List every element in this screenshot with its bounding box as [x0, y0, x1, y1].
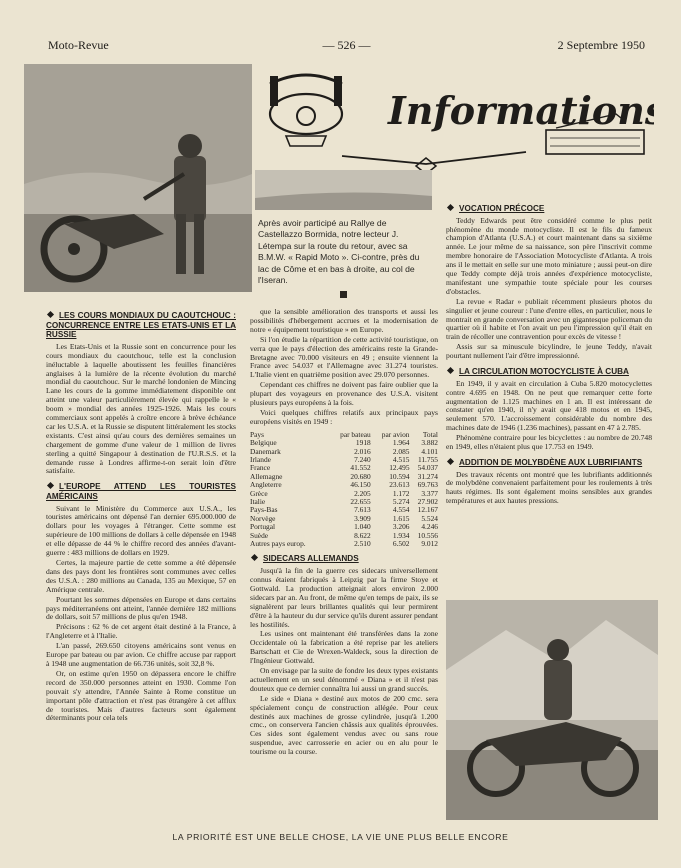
column-2: [250, 308, 438, 758]
page-number: — 526 —: [322, 38, 371, 52]
number-cell: 12.167: [417, 505, 438, 515]
number-cell: 2.016: [354, 446, 371, 456]
country-cell: Danemark: [250, 446, 281, 456]
page-footer: LA PRIORITÉ EST UNE BELLE CHOSE, LA VIE UNE PLUS BELLE ENCORE: [172, 832, 509, 842]
country-cell: Pays-Bas: [250, 505, 278, 515]
number-cell: 22.655: [350, 497, 371, 507]
tourist-stats-table: [250, 431, 438, 549]
number-cell: 31.274: [417, 471, 438, 481]
number-cell: 8.622: [354, 530, 371, 540]
number-cell: 4.554: [392, 505, 410, 515]
article-paragraph: Précisons : 62 % de cet argent était destiné à la France, à l'Angleterre et à l'Italie.: [46, 622, 236, 641]
number-cell: 5.524: [421, 513, 438, 523]
number-cell: 69.763: [417, 480, 438, 490]
heading-cuba: LA CIRCULATION MOTOCYCLISTE À CUBA: [446, 367, 652, 377]
number-cell: 10.594: [389, 471, 410, 481]
heading-sidecars: SIDECARS ALLEMANDS: [250, 554, 438, 564]
heading-molybdene: ADDITION DE MOLYBDÈNE AUX LUBRIFIANTS: [446, 458, 652, 468]
photo-rider-with-motorcycle: [24, 64, 252, 292]
article-paragraph: Les usines ont maintenant été transférées dans la zone Occidentale où la fabrication a été reprise par les ateliers Bartschatt et Cie de Wrexen-Waldeck, sous la direction de l'Ingénieur Gottwald.: [250, 629, 438, 666]
number-cell: 10.556: [417, 530, 438, 540]
photo-caption: Après avoir participé au Rallye de Castellazzo Bormida, notre lecteur J. Létempa sur la route du retour, avec sa B.M.W. « Rapid Moto ». Ci-contre, près du lac de Côme et en bas à droite, au col de l'Iseran.: [258, 218, 420, 286]
number-cell: 6.502: [392, 539, 410, 549]
number-cell: 1.172: [392, 488, 410, 498]
number-cell: 1918: [355, 438, 371, 448]
country-cell: Irlande: [250, 455, 271, 464]
number-cell: 23.613: [389, 480, 410, 490]
article-paragraph: La revue « Radar » publiait récemment plusieurs photos du singulier et jeune coureur : l'une d'entre elles, en particulier, nous le montrait en grande conversation avec un gigantesque policeman du quartier où il habite et l'on avait un peu l'impression qu'il était en train de récoller une contravention pour excès de vitesse !: [446, 296, 652, 342]
article-paragraph: Certes, la majeure partie de cette somme a été dépensée dans des pays dont les frontières sont communes avec celles des U.S.A. : 280 millions au Canada, 135 au Mexique, 57 en Amérique centrale.: [46, 558, 236, 594]
article-paragraph: En 1949, il y avait en circulation à Cuba 5.820 motocyclettes contre 4.695 en 1948. On ne peut que remarquer cette forte augmentation de 1.125 machines en 1 an. Il est intéressant de constater qu'en 1940, il n'y avait que 418 motos et en 1945, seulement 570. L'accroissement considérable du nombre des machines date de 1946 (1.236 machines), passant en 47 à 2.785.: [446, 378, 652, 433]
number-cell: 2.085: [392, 446, 410, 456]
issue-date: 2 Septembre 1950: [557, 38, 645, 52]
article-paragraph: Jusqu'à la fin de la guerre ces sidecars universellement connus étaient fabriqués à Leipzig par la firme Stoye et Gottwald. La production atteignait alors environ 2.000 sidecars par an. Au front, de même qu'en temps de paix, ils se signalèrent par leurs brillantes qualités qui leur permirent d'être à la hauteur du dur service qu'ils durent assurer pendant les hostilités.: [250, 566, 438, 629]
article-paragraph: Phénomène contraire pour les bicyclettes : au nombre de 20.748 en 1949, elles n'étaient plus que 17.753 en 1949.: [446, 433, 652, 452]
column-1: [46, 305, 236, 724]
article-paragraph: Assis sur sa minuscule bicylindre, le jeune Teddy, n'avait pourtant nullement l'air d'être impressionné.: [446, 342, 652, 361]
article-paragraph: Voici quelques chiffres relatifs aux principaux pays européens visités en 1949 :: [250, 407, 438, 426]
diamond-bullet-icon: [447, 458, 454, 465]
number-cell: 1.934: [392, 530, 410, 540]
article-paragraph: Si l'on étudie la répartition de cette activité touristique, on verra que le pays d'élection des américains reste la Grande-Bretagne avec 70.000 visiteurs en 49 ; ensuite viennent la France avec 54.037 et l'Allemagne avec 31.274 touristes. L'Italie vient en quatrième position avec 29.070 personnes.: [250, 334, 438, 380]
table-row: [250, 540, 438, 548]
number-cell: 46.150: [350, 480, 371, 490]
number-cell: 7.613: [354, 505, 371, 515]
article-paragraph: Cependant ces chiffres ne doivent pas faire oublier que la plupart des voyageurs en provenance des U.S.A. visitent plusieurs pays européens à la fois.: [250, 380, 438, 408]
number-cell: 3.377: [421, 488, 438, 498]
country-cell: Grèce: [250, 488, 268, 498]
article-paragraph: que la sensible amélioration des transports et aussi les possibilités d'hébergement accrues et la modernisation de notre « équipement touristique » en Europe.: [250, 307, 438, 334]
column-3: [446, 198, 652, 507]
number-cell: 1.964: [392, 438, 410, 448]
diamond-bullet-icon: [251, 554, 258, 561]
diamond-bullet-icon: [47, 311, 54, 318]
number-cell: 11.755: [417, 455, 438, 464]
number-cell: 3.882: [421, 438, 438, 448]
number-cell: 2.205: [354, 488, 371, 498]
number-cell: 20.680: [350, 471, 371, 481]
article-paragraph: Les Etats-Unis et la Russie sont en concurrence pour les cours mondiaux du caoutchouc, telle est la conclusion inéluctable à laquelle aboutissent les feuilles financières anglaises à la lumière de la récente évolution du marché mondial du caoutchouc. Sur le marché londonien de Mincing Lane les cours de la gomme immédiatement disponible ont atteint une valeur particulièrement élevée qui rappelle le « boom » mondial des années 1925-1926. Mais les cours commerciaux sont appelés à croître encore à brève échéance car les U.S.A. et la Russie se disputent littéralement les stocks existants. C'est ainsi qu'au cours des dernières semaines un chargement de gomme d'une valeur de 1 million de livres sterling a quitté Singapour à destination de l'U.R.S.S. et la demande russe à Londres affirme-t-on serait loin d'être satisfaite.: [46, 341, 236, 476]
number-cell: 41.552: [350, 463, 371, 473]
number-cell: 1.615: [392, 513, 410, 523]
banner-title: Informations: [388, 88, 654, 133]
heading-caoutchouc: LES COURS MONDIAUX DU CAOUTCHOUC : CONCURRENCE ENTRE LES ETATS-UNIS ET LA RUSSIE: [46, 311, 236, 340]
country-cell: Suède: [250, 530, 269, 540]
article-paragraph: L'an passé, 269.650 citoyens américains sont venus en Europe par bateau ou par avion. Ce chiffre accuse par rapport à 1948 une augmentation de 66.736 unités, soit 32,8 %.: [46, 641, 236, 668]
informations-banner: [256, 66, 654, 184]
country-cell: Angleterre: [250, 480, 282, 490]
col-header: Total: [422, 429, 438, 439]
diamond-bullet-icon: [447, 204, 454, 211]
country-cell: Norvège: [250, 513, 276, 523]
number-cell: 9.012: [421, 539, 438, 549]
number-cell: 1.040: [354, 522, 371, 532]
number-cell: 7.240: [354, 455, 371, 464]
col-header: par bateau: [340, 429, 371, 439]
number-cell: 4.515: [392, 455, 410, 464]
diamond-bullet-icon: [47, 482, 54, 489]
country-cell: France: [250, 463, 271, 473]
number-cell: 12.495: [389, 463, 410, 473]
country-cell: Belgique: [250, 438, 277, 448]
photo-motorcycle-iseran: [446, 600, 658, 820]
number-cell: 2.510: [354, 539, 371, 549]
country-cell: Autres pays europ.: [250, 539, 306, 549]
country-cell: Italie: [250, 497, 266, 507]
article-paragraph: Or, on estime qu'en 1950 on dépassera encore le chiffre record de 350.000 personnes atteint en 1930. Comme l'on pouvait s'y attendre, l'Année Sainte à Rome constitue un important pôle d'attraction et n'est pas étrangère à cet afflux de touristes. Mais d'autres facteurs sont également déterminants pour cela tels: [46, 668, 236, 723]
col-header: Pays: [250, 429, 264, 439]
article-paragraph: On envisage par la suite de fondre les deux types existants actuellement en un seul dénommé « Diana » et il n'est pas douteux que ce dernier connaîtra lui aussi un grand succès.: [250, 666, 438, 693]
article-paragraph: Le side « Diana » destiné aux motos de 200 cmc. sera spécialement conçu de construction allégée. Pour ceux destinés aux machines de grosse cylindrée, jusqu'à 1.200 cmc., on conservera l'ancien châssis aux qualités éprouvées. Ces sides sont également vendus avec ou sans roue suspendue, avec carrosserie en acier ou en alu pour le tourisme ou la course.: [250, 693, 438, 757]
magazine-name: Moto-Revue: [48, 38, 109, 52]
heading-vocation: VOCATION PRÉCOCE: [446, 204, 652, 214]
diamond-bullet-icon: [447, 367, 454, 374]
number-cell: 4.246: [421, 522, 438, 532]
article-paragraph: Des travaux récents ont montré que les lubrifiants additionnés de molybdène convenaient parfaitement pour les roulements à très hauts régimes. Ils sont également moins sensibles aux grandes températures et aux hautes pressions.: [446, 469, 652, 506]
article-paragraph: Pourtant les sommes dépensées en Europe et dans certains pays méditerranéens ont atteint, l'année dernière 182 millions de dollars, soit 57 millions de plus qu'en 1948.: [46, 594, 236, 622]
number-cell: 54.037: [417, 463, 438, 473]
number-cell: 5.274: [392, 497, 410, 507]
article-paragraph: Teddy Edwards peut être considéré comme le plus petit phénomène du monde motocycliste. Il est le fils du fameux champion d'Atlanta (U.S.A.) et court maintenant dans sa sixième année. Le jour même de sa naissance, son père l'inscrivit comme membre honoraire de l'Association Motocycliste d'Atlanta. A trois ans il le mettait en selle sur une moto miniature ; aussi peut-on dire que Teddy compte déjà trois années d'expérience motocycliste, manifestant une sympathie toute spéciale pour les courses d'obstacles.: [446, 215, 652, 296]
number-cell: 3.206: [392, 522, 410, 532]
heading-touristes: L'EUROPE ATTEND LES TOURISTES AMÉRICAINS: [46, 482, 236, 501]
number-cell: 3.909: [354, 513, 371, 523]
number-cell: 27.902: [417, 497, 438, 507]
country-cell: Portugal: [250, 522, 276, 532]
col-header: par avion: [381, 429, 410, 439]
photo-lake-road: [255, 170, 432, 210]
page-header: [48, 38, 645, 54]
country-cell: Allemagne: [250, 471, 283, 481]
article-paragraph: Suivant le Ministère du Commerce aux U.S.A., les touristes américains ont dépensé l'an dernier 695.000.000 de dollars pour les voyages à l'étranger. Cette somme est supérieure de 100 millions de dollars à celle dépensée en 1948 et elle dépasse de 44 % le chiffre record des années d'avant-guerre : 483 millions de dollars en 1929.: [46, 503, 236, 558]
number-cell: 4.101: [421, 446, 438, 456]
square-bullet-icon: [340, 291, 347, 298]
